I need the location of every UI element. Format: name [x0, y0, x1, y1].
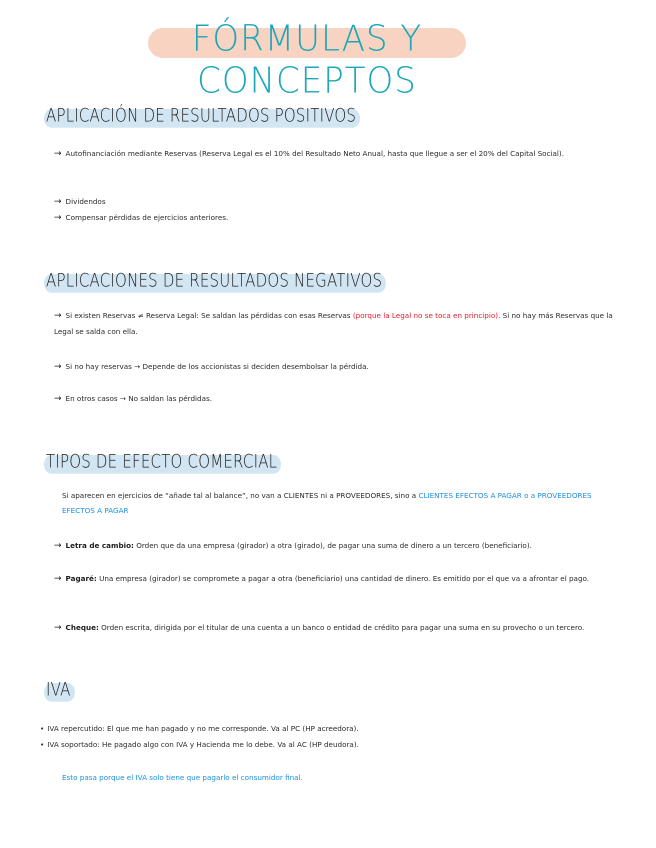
list-item-text: IVA repercutido: El que me han pagado y no me corresponde. Va al PC (HP acreedora).	[47, 724, 359, 733]
list-item-text: Dividendos	[65, 197, 106, 206]
iva-note: Esto pasa porque el IVA solo tiene que pagarlo el consumidor final.	[62, 773, 303, 782]
arrow-icon: →	[54, 394, 62, 404]
arrow-icon: →	[54, 213, 62, 223]
list-item	[40, 721, 620, 736]
page-title: FÓRMULAS Y CONCEPTOS	[191, 18, 423, 102]
list-item	[54, 391, 614, 407]
heading-negativos	[46, 269, 382, 292]
list-item-text: Si existen Reservas ≠ Reserva Legal: Se saldan las pérdidas con esas Reservas	[65, 311, 351, 320]
arrow-icon: →	[54, 197, 62, 207]
list-item-text-end: . Si no hay más Reservas que la Legal se salda con ella.	[54, 311, 613, 336]
term-definition: Una empresa (girador) se compromete a pagar a otra (beneficiario) una cantidad de dinero. Es emitido por el que va a afrontar el pago.	[99, 574, 590, 583]
arrow-icon: →	[54, 311, 62, 321]
list-item	[54, 146, 614, 162]
heading-negativos-text: APLICACIONES DE RESULTADOS NEGATIVOS	[46, 269, 383, 292]
list-item	[54, 571, 614, 587]
heading-efecto-text: TIPOS DE EFECTO COMERCIAL	[46, 450, 278, 473]
term-label: Cheque:	[65, 623, 99, 632]
list-item	[40, 737, 620, 752]
bullet-icon: •	[40, 724, 45, 733]
bullet-icon: •	[40, 740, 45, 749]
arrow-icon: →	[54, 149, 62, 159]
list-item-text: Si no hay reservas → Depende de los accionistas si deciden desembolsar la pérdida.	[65, 362, 369, 371]
term-definition: Orden que da una empresa (girador) a otra (girado), de pagar una suma de dinero a un tercero (beneficiario).	[136, 541, 532, 550]
list-item	[54, 538, 614, 554]
term-definition: Orden escrita, dirigida por el titular de una cuenta a un banco o entidad de crédito para pagar una suma en su provecho o un tercero.	[101, 623, 585, 632]
term-label: Letra de cambio:	[65, 541, 134, 550]
list-item	[54, 359, 614, 375]
list-item-text: En otros casos → No saldan las pérdidas.	[65, 394, 213, 403]
list-item	[54, 620, 614, 636]
efecto-intro	[62, 488, 622, 518]
heading-iva-text: IVA	[46, 678, 71, 701]
heading-positivos	[46, 104, 356, 127]
list-item	[54, 194, 614, 210]
heading-efecto	[46, 450, 277, 473]
page-title-block	[148, 16, 466, 102]
list-item-text: Autofinanciación mediante Reservas (Reserva Legal es el 10% del Resultado Neto Anual, hasta que llegue a ser el 20% del Capital Social).	[65, 149, 565, 158]
list-item	[54, 308, 614, 339]
arrow-icon: →	[54, 623, 62, 633]
list-item-text: Compensar pérdidas de ejercicios anteriores.	[65, 213, 229, 222]
list-item	[54, 210, 614, 226]
arrow-icon: →	[54, 574, 62, 584]
efecto-intro-blue: CLIENTES EFECTOS A PAGAR o a PROVEEDORES EFECTOS A PAGAR	[62, 491, 592, 515]
arrow-icon: →	[54, 541, 62, 551]
heading-iva	[46, 678, 71, 701]
red-note: (porque la Legal no se toca en principio)	[352, 311, 499, 320]
arrow-icon: →	[54, 362, 62, 372]
efecto-intro-text: Si aparecen en ejercicios de “añade tal al balance”, no van a CLIENTES ni a PROVEEDORES, sino a	[62, 491, 417, 500]
heading-positivos-text: APLICACIÓN DE RESULTADOS POSITIVOS	[46, 104, 357, 127]
list-item-text: IVA soportado: He pagado algo con IVA y Hacienda me lo debe. Va al AC (HP deudora).	[47, 740, 359, 749]
term-label: Pagaré:	[65, 574, 97, 583]
